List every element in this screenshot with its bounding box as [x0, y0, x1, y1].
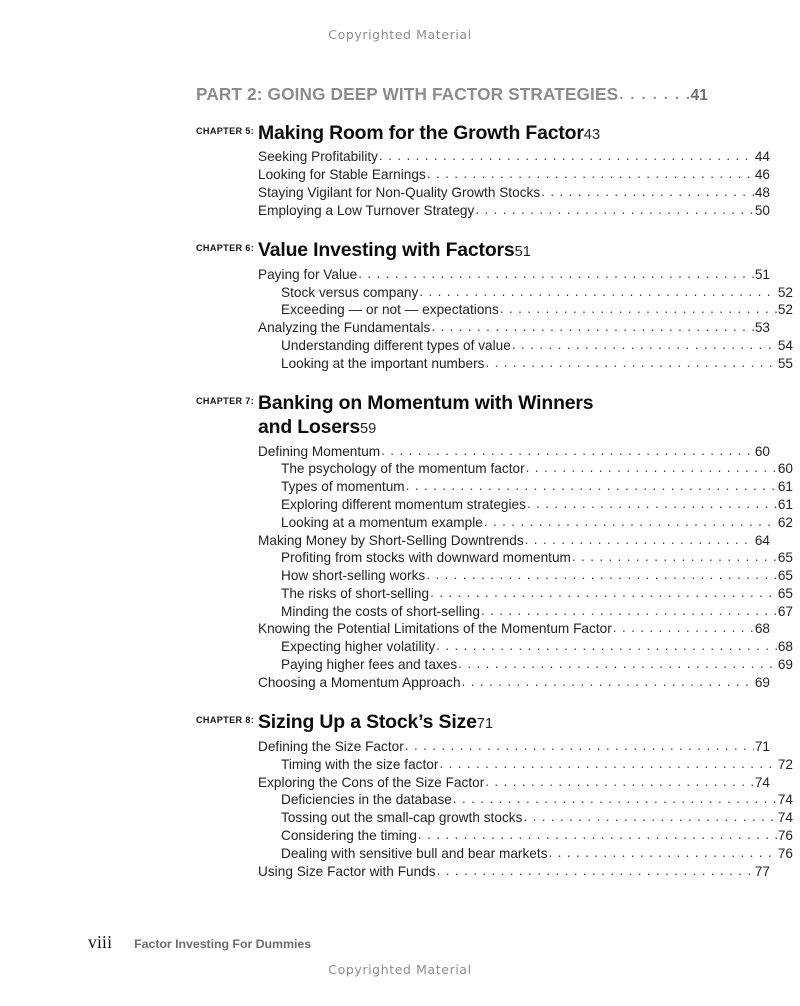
- toc-entry-page-number: 46: [754, 166, 770, 182]
- part-heading-title: PART 2: GOING DEEP WITH FACTOR STRATEGIES: [196, 84, 619, 104]
- dot-leader: [462, 676, 754, 689]
- toc-entry[interactable]: [196, 204, 770, 218]
- toc-entry[interactable]: [196, 829, 793, 843]
- toc-entry[interactable]: [196, 658, 793, 672]
- dot-leader: [436, 640, 777, 653]
- toc-entry-page-number: 68: [754, 621, 770, 637]
- chapter-label: CHAPTER 6:: [196, 243, 255, 254]
- chapter-label: CHAPTER 5:: [196, 125, 255, 136]
- chapter-title-text: Value Investing with Factors: [258, 239, 515, 262]
- chapter-title-wrap: [258, 711, 708, 735]
- toc-entry-text: Understanding different types of value: [281, 337, 511, 353]
- dot-leader: [437, 865, 754, 878]
- toc-entry-text: Defining Momentum: [258, 443, 381, 459]
- dot-leader: [525, 534, 754, 547]
- toc-entry-text: Defining the Size Factor: [258, 739, 404, 755]
- toc-entry-page-number: 60: [754, 443, 770, 459]
- toc-entry[interactable]: [196, 168, 770, 182]
- toc-entry-text: Exploring the Cons of the Size Factor: [258, 774, 485, 790]
- toc-entry-page-number: 76: [777, 827, 793, 843]
- dot-leader: [430, 587, 777, 600]
- dot-leader: [379, 150, 754, 163]
- toc-entry-page-number: 64: [754, 532, 770, 548]
- toc-entry-text: Paying for Value: [258, 266, 358, 282]
- toc-entry-page-number: 69: [777, 657, 793, 672]
- dot-leader: [484, 516, 777, 529]
- toc-entry[interactable]: [196, 640, 793, 654]
- chapter-page-number: 43: [583, 126, 601, 143]
- toc-entry[interactable]: [196, 516, 793, 530]
- dot-leader: [481, 605, 777, 618]
- toc-entry-page-number: 68: [777, 639, 793, 655]
- toc-entry-text: Looking at the important numbers: [281, 355, 485, 371]
- toc-entry[interactable]: [196, 793, 793, 807]
- toc-entry-page-number: 71: [754, 739, 770, 755]
- toc-entry[interactable]: [196, 480, 793, 494]
- chapter-heading[interactable]: [196, 711, 708, 735]
- toc-entry-text: Exceeding — or not — expectations: [281, 302, 499, 318]
- toc-entry-text: Considering the timing: [281, 827, 417, 843]
- toc-entry-text: Employing a Low Turnover Strategy: [258, 202, 475, 218]
- toc-entry[interactable]: [196, 811, 793, 825]
- toc-entry-page-number: 67: [777, 603, 793, 619]
- chapter-title-text: Making Room for the Growth Factor: [258, 121, 584, 144]
- copyrighted-material-header: Copyrighted Material: [328, 27, 472, 42]
- dot-leader: [512, 339, 777, 352]
- toc-entry[interactable]: [196, 321, 770, 335]
- chapter-title-line[interactable]: [258, 711, 708, 735]
- dot-leader: [549, 847, 777, 860]
- chapter-page-number: 59: [359, 420, 377, 437]
- toc-entry-text: Tossing out the small-cap growth stocks: [281, 810, 523, 826]
- dot-leader: [527, 498, 777, 511]
- toc-entry[interactable]: [196, 150, 770, 164]
- running-title: Factor Investing For Dummies: [134, 937, 312, 951]
- chapters-container: [196, 121, 793, 879]
- chapter-title-text: Sizing Up a Stock’s Size: [258, 711, 477, 734]
- dot-leader: [439, 758, 776, 771]
- copyrighted-material-footer: Copyrighted Material: [328, 962, 472, 977]
- toc-entry[interactable]: [196, 551, 793, 565]
- toc-entry-page-number: 53: [754, 320, 770, 336]
- chapter-heading[interactable]: [196, 392, 708, 439]
- toc-entry-page-number: 52: [777, 284, 793, 300]
- dot-leader: [475, 204, 753, 217]
- toc-entry-page-number: 52: [777, 302, 793, 318]
- toc-entry[interactable]: [196, 498, 793, 512]
- toc-entry-page-number: 77: [754, 863, 770, 879]
- toc-entry[interactable]: [196, 303, 793, 317]
- toc-entry-text: Staying Vigilant for Non-Quality Growth Stocks: [258, 184, 541, 200]
- part-heading-page: 41: [690, 87, 708, 104]
- toc-entry-text: Dealing with sensitive bull and bear markets: [281, 845, 548, 861]
- dot-leader: [572, 551, 777, 564]
- toc-entry[interactable]: [196, 339, 793, 353]
- toc-entry-text: Expecting higher volatility: [281, 639, 436, 655]
- dot-leader: [485, 357, 776, 370]
- chapter-label: CHAPTER 8:: [196, 715, 255, 726]
- part-heading-row: [196, 86, 708, 104]
- page-footer: [88, 932, 311, 953]
- chapter-title-line[interactable]: [258, 416, 708, 440]
- toc-entry-page-number: 65: [777, 568, 793, 584]
- toc-entry[interactable]: [196, 776, 770, 790]
- dot-leader: [418, 829, 777, 842]
- chapter-title-wrap: [258, 392, 708, 439]
- toc-entry-text: Analyzing the Fundamentals: [258, 320, 431, 336]
- toc-entry-page-number: 60: [777, 461, 793, 477]
- dot-leader: [619, 88, 689, 103]
- toc-entry[interactable]: [196, 569, 793, 583]
- toc-entry-text: Looking at a momentum example: [281, 514, 483, 530]
- toc-entry[interactable]: [196, 758, 793, 772]
- toc-entry-text: Types of momentum: [281, 479, 405, 495]
- dot-leader: [541, 186, 754, 199]
- toc-entry-page-number: 65: [777, 585, 793, 601]
- dot-leader: [427, 168, 754, 181]
- chapter-heading[interactable]: [196, 122, 708, 146]
- folio-number: viii: [88, 932, 113, 952]
- toc-entry-text: Deficiencies in the database: [281, 792, 452, 808]
- chapter-heading[interactable]: [196, 239, 708, 263]
- toc-entry[interactable]: [196, 740, 770, 754]
- dot-leader: [358, 268, 754, 281]
- toc-entry-page-number: 74: [777, 792, 793, 808]
- toc-entry-text: Stock versus company: [281, 284, 419, 300]
- dot-leader: [405, 740, 754, 753]
- toc-entry-page-number: 65: [777, 550, 793, 566]
- toc-entry-text: Seeking Profitability: [258, 149, 379, 165]
- toc-entry[interactable]: [196, 847, 793, 861]
- toc-entry[interactable]: [196, 445, 770, 459]
- toc-entry-text: Using Size Factor with Funds: [258, 863, 436, 879]
- toc-entry-text: Knowing the Potential Limitations of the Momentum Factor: [258, 621, 612, 637]
- dot-leader: [526, 462, 777, 475]
- toc-entry-text: Paying higher fees and taxes: [281, 657, 458, 672]
- toc-entry-page-number: 76: [777, 845, 793, 861]
- chapter-page-number: 51: [514, 244, 531, 261]
- dot-leader: [485, 776, 754, 789]
- chapter-title-text: Banking on Momentum with Winners: [258, 392, 594, 415]
- chapter-title-wrap: [258, 122, 708, 146]
- chapter-title-line: [258, 392, 708, 416]
- chapter-title-line[interactable]: [258, 122, 708, 146]
- toc-entry-page-number: 74: [777, 810, 793, 826]
- dot-leader: [426, 569, 777, 582]
- chapter-block: [196, 239, 793, 371]
- toc-entry-page-number: 48: [754, 184, 770, 200]
- toc-entry-page-number: 61: [777, 496, 793, 512]
- chapter-title-line[interactable]: [258, 239, 708, 263]
- toc-entry-page-number: 54: [777, 337, 793, 353]
- toc-entry-page-number: 51: [754, 266, 770, 282]
- chapter-label: CHAPTER 7:: [196, 396, 255, 407]
- toc-entry[interactable]: [196, 676, 770, 690]
- toc-entry-page-number: 72: [777, 756, 793, 772]
- toc-entry[interactable]: [196, 865, 770, 879]
- dot-leader: [500, 303, 777, 316]
- toc-entry-page-number: 55: [777, 355, 793, 371]
- chapter-page-number: 71: [476, 716, 494, 733]
- toc-entry[interactable]: [196, 186, 770, 200]
- toc-entry-text: Profiting from stocks with downward momentum: [281, 550, 571, 566]
- toc-entry-page-number: 74: [754, 774, 770, 790]
- toc-entry-text: Looking for Stable Earnings: [258, 166, 426, 182]
- toc-entry-page-number: 50: [754, 202, 770, 218]
- chapter-title-text: and Losers: [258, 415, 360, 438]
- toc-entry-page-number: 44: [754, 149, 770, 165]
- dot-leader: [431, 321, 753, 334]
- toc-entry[interactable]: [196, 534, 770, 548]
- toc-entry-text: The risks of short-selling: [281, 585, 430, 601]
- toc-entry[interactable]: [196, 587, 793, 601]
- toc-entry-text: Minding the costs of short-selling: [281, 603, 480, 619]
- dot-leader: [419, 286, 776, 299]
- dot-leader: [523, 811, 776, 824]
- toc-entry-page-number: 69: [754, 674, 770, 690]
- dot-leader: [453, 793, 777, 806]
- toc-entry-text: How short-selling works: [281, 568, 426, 584]
- chapter-block: [196, 392, 793, 690]
- toc-entry[interactable]: [196, 286, 793, 300]
- toc-entry-page-number: 62: [777, 514, 793, 530]
- toc-entry[interactable]: [196, 605, 793, 619]
- toc-entry[interactable]: [196, 622, 770, 636]
- toc-entry-text: Exploring different momentum strategies: [281, 496, 526, 512]
- chapter-title-wrap: [258, 239, 708, 263]
- chapter-block: [196, 121, 770, 218]
- toc-entry-page-number: 61: [777, 479, 793, 495]
- dot-leader: [381, 445, 754, 458]
- dot-leader: [613, 622, 754, 635]
- toc-entry[interactable]: [196, 268, 770, 282]
- toc-entry[interactable]: [196, 462, 793, 476]
- toc-entry-text: The psychology of the momentum factor: [281, 461, 525, 477]
- toc-entry[interactable]: [196, 357, 793, 371]
- toc-entry-text: Timing with the size factor: [281, 756, 439, 772]
- dot-leader: [406, 480, 777, 493]
- dot-leader: [458, 658, 777, 671]
- toc-entry-text: Making Money by Short-Selling Downtrends: [258, 532, 524, 548]
- toc-entry-text: Choosing a Momentum Approach: [258, 674, 461, 690]
- table-of-contents: [196, 84, 793, 900]
- chapter-block: [196, 711, 793, 879]
